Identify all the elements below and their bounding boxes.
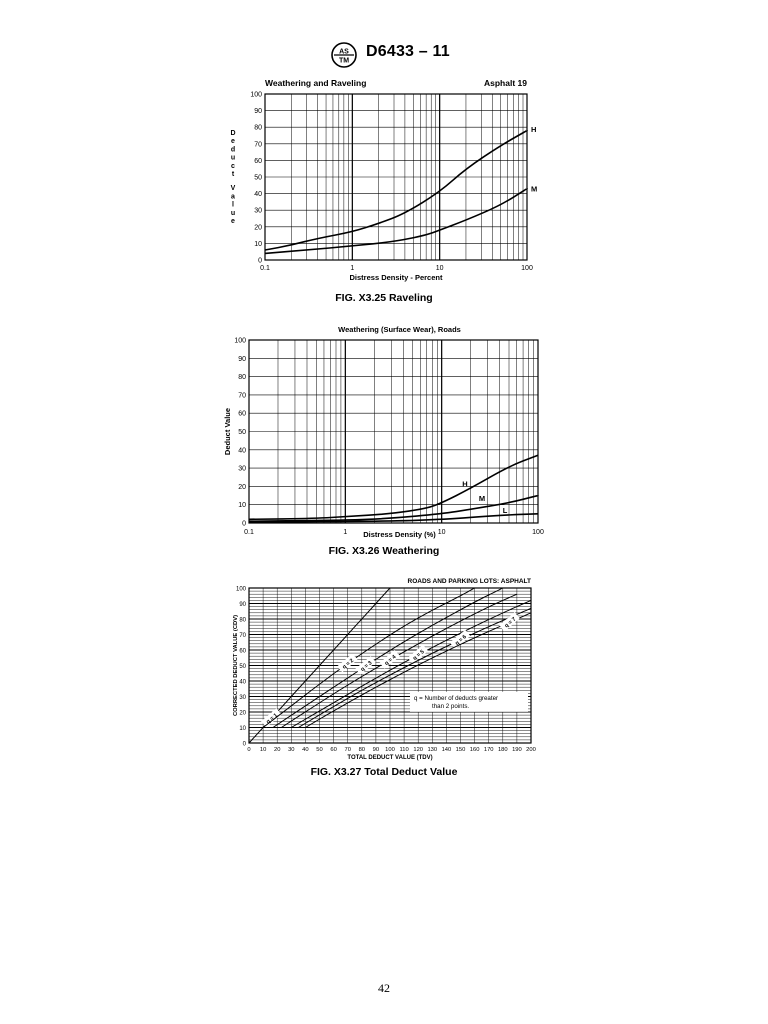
y-tick-label: 0	[242, 520, 246, 528]
y-tick-label: 80	[238, 374, 246, 382]
svg-text:AS: AS	[339, 48, 349, 56]
y-tick-label: 30	[239, 695, 246, 701]
y-tick-label: 20	[254, 224, 262, 232]
x-tick-label: 140	[441, 747, 452, 753]
x-axis-label: Distress Density (%)	[363, 530, 436, 539]
chart-title: Weathering (Surface Wear), Roads	[338, 325, 461, 334]
x-tick-label: 20	[273, 747, 281, 753]
x-tick-label: 10	[435, 265, 444, 272]
x-tick-label: 150	[455, 747, 466, 753]
series-line-h	[249, 455, 538, 519]
y-tick-label: 50	[238, 429, 246, 436]
x-tick-label: 100	[521, 265, 533, 272]
x-tick-label: 60	[330, 747, 337, 753]
y-tick-label: 0	[258, 257, 262, 265]
y-tick-label: 10	[254, 240, 262, 248]
y-tick-label: 70	[239, 633, 246, 639]
series-label: q = 1	[265, 712, 280, 726]
x-tick-label: 80	[358, 747, 366, 753]
y-tick-label: 40	[239, 679, 246, 686]
x-tick-label: 130	[427, 747, 438, 753]
y-tick-label: 40	[254, 191, 262, 199]
y-axis-label-letter: u	[230, 154, 236, 162]
series-line-h	[265, 131, 527, 251]
y-tick-label: 60	[254, 157, 262, 165]
svg-text:TM: TM	[338, 57, 350, 65]
series-label: L	[502, 505, 508, 515]
y-tick-label: 10	[238, 502, 246, 510]
y-axis-label-letter: c	[231, 162, 235, 170]
y-tick-label: 80	[239, 617, 246, 624]
y-tick-label: 10	[239, 726, 246, 732]
y-tick-label: 0	[242, 741, 246, 748]
x-tick-label: 0	[247, 747, 251, 753]
y-tick-label: 90	[239, 602, 246, 608]
x-tick-label: 100	[385, 747, 395, 753]
series-label: q = 4	[383, 654, 398, 667]
y-axis-label-letter: e	[231, 138, 235, 146]
series-label: q = 6	[454, 634, 468, 647]
x-tick-label: 160	[469, 747, 480, 753]
y-axis-label-letter: l	[232, 201, 234, 209]
y-axis-label-letter: D	[230, 130, 236, 137]
astm-logo-icon	[331, 42, 357, 68]
y-tick-label: 20	[238, 483, 246, 491]
y-tick-label: 80	[254, 124, 262, 132]
series-label: M	[531, 184, 538, 194]
y-tick-label: 70	[254, 141, 262, 149]
y-tick-label: 70	[238, 392, 246, 400]
figure-caption-tdv: FIG. X3.27 Total Deduct Value	[310, 766, 458, 778]
annotation-text-line2: than 2 points.	[432, 702, 470, 710]
y-tick-label: 60	[239, 648, 246, 655]
x-tick-label: 0.1	[260, 265, 270, 272]
x-tick-label: 40	[302, 747, 309, 753]
x-tick-label: 70	[344, 747, 351, 753]
series-label: q = 7	[503, 616, 518, 630]
page-header	[0, 40, 768, 70]
page-number: 42	[378, 981, 390, 995]
figure-caption-weathering: FIG. X3.26 Weathering	[328, 545, 440, 557]
standard-number: D6433 – 11	[366, 43, 450, 60]
series-label: M	[478, 494, 486, 504]
series-label: q = 5	[412, 649, 426, 662]
y-tick-label: 40	[238, 447, 246, 455]
y-axis-label: CORRECTED DEDUCT VALUE (CDV)	[233, 614, 239, 717]
series-label: q = 3	[359, 660, 374, 673]
x-tick-label: 10	[437, 529, 446, 536]
x-axis-label: TOTAL DEDUCT VALUE (TDV)	[347, 755, 433, 761]
y-tick-label: 90	[238, 355, 246, 363]
weathering-chart	[0, 322, 768, 544]
series-label: H	[531, 124, 537, 134]
y-axis-label-letter: d	[230, 146, 236, 154]
chart-title: ROADS AND PARKING LOTS: ASPHALT	[407, 578, 531, 585]
series-line-m	[249, 496, 538, 522]
x-tick-label: 1	[343, 529, 348, 536]
raveling-chart	[0, 72, 768, 292]
x-axis-label: Distress Density - Percent	[349, 273, 443, 282]
y-axis-label-letter: u	[230, 209, 236, 217]
x-tick-label: 120	[413, 747, 424, 753]
y-tick-label: 60	[238, 410, 246, 418]
y-axis-label-letter: e	[231, 218, 235, 225]
y-tick-label: 30	[254, 207, 262, 215]
x-tick-label: 1	[350, 265, 355, 272]
x-tick-label: 180	[497, 747, 508, 753]
x-tick-label: 100	[532, 529, 544, 536]
y-tick-label: 20	[239, 710, 246, 717]
x-tick-label: 90	[372, 747, 380, 753]
x-tick-label: 200	[526, 747, 536, 753]
y-axis-label-letter: t	[231, 171, 235, 178]
series-label: H	[462, 479, 468, 489]
x-tick-label: 10	[259, 747, 267, 753]
x-tick-label: 30	[288, 747, 295, 753]
y-axis-label-letter: a	[231, 193, 235, 201]
annotation-text-line1: q = Number of deducts greater	[414, 694, 499, 702]
y-tick-label: 30	[238, 465, 246, 473]
x-tick-label: 110	[399, 747, 409, 753]
y-tick-label: 50	[239, 664, 246, 670]
x-tick-label: 50	[316, 747, 323, 753]
y-tick-label: 90	[254, 108, 262, 116]
y-tick-label: 100	[235, 586, 246, 593]
y-axis-label: Deduct Value	[223, 407, 232, 456]
x-tick-label: 190	[512, 747, 522, 753]
y-tick-label: 100	[250, 91, 262, 99]
chart-subtitle: Asphalt 19	[484, 78, 527, 88]
figure-caption-raveling: FIG. X3.25 Raveling	[335, 292, 433, 304]
chart-title: Weathering and Raveling	[265, 78, 367, 88]
y-axis-label-letter: V	[230, 185, 236, 193]
y-tick-label: 100	[234, 337, 246, 345]
x-tick-label: 0.1	[244, 529, 254, 536]
y-tick-label: 50	[254, 174, 262, 182]
series-label: q = 2	[341, 657, 356, 671]
total-deduct-value-chart	[0, 574, 768, 766]
x-tick-label: 170	[483, 747, 494, 753]
